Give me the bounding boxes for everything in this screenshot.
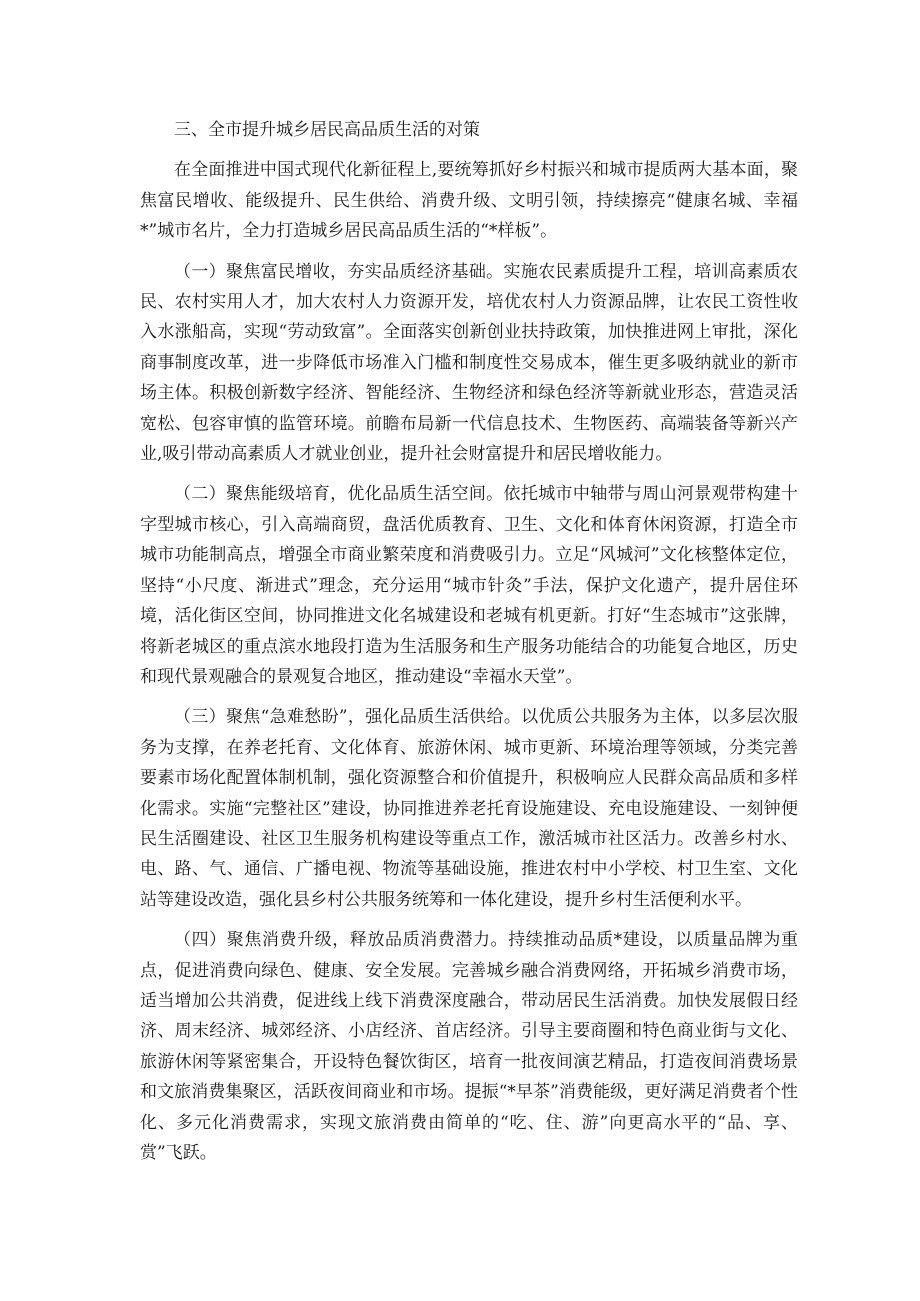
intro-paragraph: 在全面推进中国式现代化新征程上,要统筹抓好乡村振兴和城市提质两大基本面，聚焦富民增收、能级提升、民生供给、消费升级、文明引领，持续擦亮“健康名城、幸福*”城市名片，全力打造城乡居民高品质生活的“*样板”。 (140, 160, 798, 242)
document-body (140, 115, 798, 1178)
paragraph-4-consumption: （四）聚焦消费升级，释放品质消费潜力。持续推动品质*建设，以质量品牌为重点，促进消费向绿色、健康、安全发展。完善城乡融合消费网络，开拓城乡消费市场，适当增加公共消费，促进线上线下消费深度融合，带动居民生活消费。加快发展假日经济、周末经济、城郊经济、小店经济、首店经济。引导主要商圈和特色商业街与文化、旅游休闲等紧密集合，开设特色餐饮街区，培育一批夜间演艺精品，打造夜间消费场景和文旅消费集聚区，活跃夜间商业和市场。提振“*早茶”消费能级，更好满足消费者个性化、多元化消费需求，实现文旅消费由简单的“吃、住、游”向更高水平的“品、享、赏”飞跃。 (140, 930, 798, 1163)
paragraph-3-supply: （三）聚焦“急难愁盼”，强化品质生活供给。以优质公共服务为主体，以多层次服务为支撑，在养老托育、文化体育、旅游休闲、城市更新、环境治理等领域，分类完善要素市场化配置体制机制，强化资源整合和价值提升，积极响应人民群众高品质和多样化需求。实施“完整社区”建设，协同推进养老托育设施建设、充电设施建设、一刻钟便民生活圈建设、社区卫生服务机构建设等重点工作，激活城市社区活力。改善乡村水、电、路、气、通信、广播电视、物流等基础设施，推进农村中小学校、村卫生室、文化站等建设改造，强化县乡村公共服务统筹和一体化建设，提升乡村生活便利水平。 (140, 707, 798, 910)
paragraph-2-space: （二）聚焦能级培育，优化品质生活空间。依托城市中轴带与周山河景观带构建十字型城市核心，引入高端商贸，盘活优质教育、卫生、文化和体育休闲资源，打造全市城市功能制高点，增强全市商业繁荣度和消费吸引力。立足“风城河”文化核整体定位，坚持“小尺度、渐进式”理念，充分运用“城市针灸”手法，保护文化遗产，提升居住环境，活化街区空间，协同推进文化名城建设和老城有机更新。打好“生态城市”这张牌，将新老城区的重点滨水地段打造为生活服务和生产服务功能结合的功能复合地区，历史和现代景观融合的景观复合地区，推动建设“幸福水天堂”。 (140, 484, 798, 687)
section-heading: 三、全市提升城乡居民高品质生活的对策 (174, 120, 480, 140)
paragraph-1-income: （一）聚焦富民增收，夯实品质经济基础。实施农民素质提升工程，培训高素质农民、农村实用人才，加大农村人力资源开发，培优农村人力资源品牌，让农民工资性收入水涨船高，实现“劳动致富”。全面落实创新创业扶持政策，加快推进网上审批，深化商事制度改革，进一步降低市场准入门槛和制度性交易成本，催生更多吸纳就业的新市场主体。积极创新数字经济、智能经济、生物经济和绿色经济等新就业形态，营造灵活宽松、包容审慎的监管环境。前瞻布局新一代信息技术、生物医药、高端装备等新兴产业,吸引带动高素质人才就业创业，提升社会财富提升和居民增收能力。 (140, 261, 798, 465)
